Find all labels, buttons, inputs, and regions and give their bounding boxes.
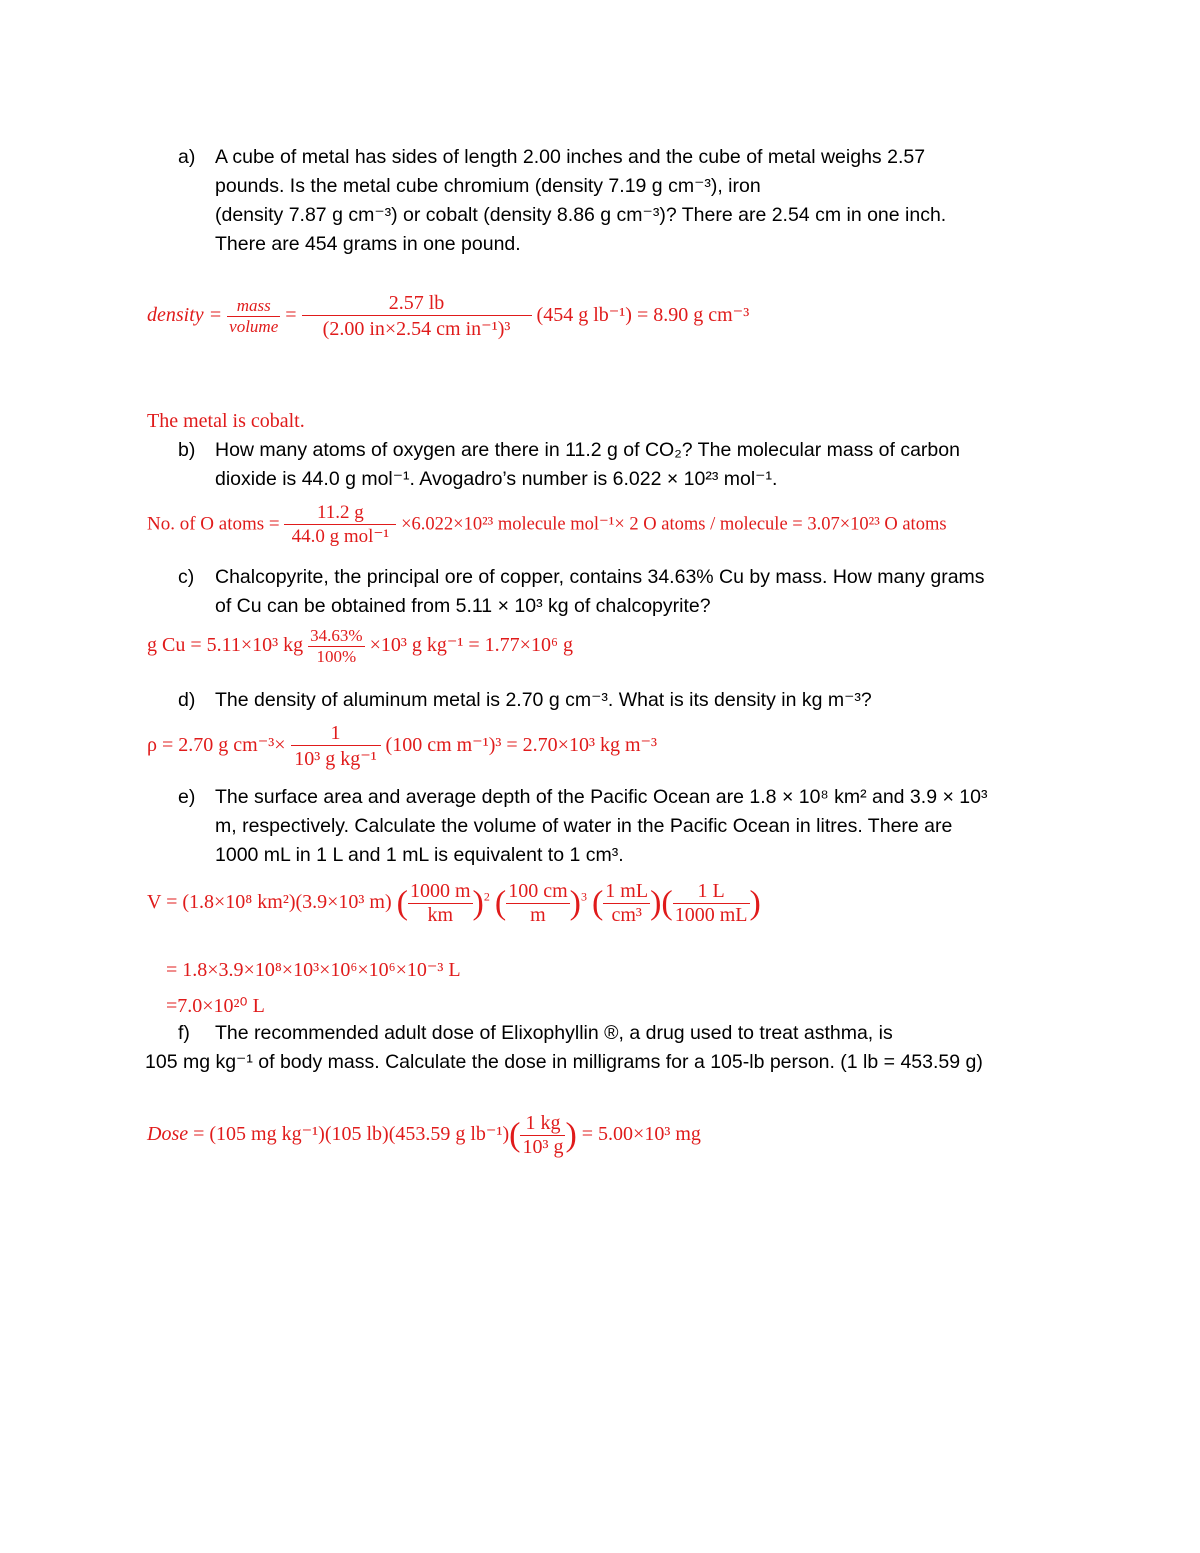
equation-rhs: ×10³ g kg⁻¹ = 1.77×10⁶ g <box>369 634 573 657</box>
fraction-numerator: mass <box>227 296 280 317</box>
question-label: d) <box>178 689 196 711</box>
paren: ) <box>569 884 581 922</box>
question-line: There are 454 grams in one pound. <box>215 233 521 255</box>
equation-dose <box>147 1112 701 1159</box>
question-label: c) <box>178 566 195 588</box>
question-line: dioxide is 44.0 g mol⁻¹. Avogadro’s number is 6.022 × 10²³ mol⁻¹. <box>215 468 778 490</box>
question-line: m, respectively. Calculate the volume of water in the Pacific Ocean in litres. There are <box>215 815 953 837</box>
equation-density <box>147 292 749 341</box>
question-c <box>178 563 1128 623</box>
fraction-numerator: 1 L <box>673 880 750 904</box>
fraction-denominator: volume <box>229 317 279 336</box>
fraction <box>603 880 650 927</box>
question-line: 1000 mL in 1 L and 1 mL is equivalent to 1 cm³. <box>215 844 624 866</box>
paren: ) <box>472 884 484 922</box>
equation-aluminum-density <box>147 722 657 771</box>
question-line: (density 7.87 g cm⁻³) or cobalt (density 8.86 g cm⁻³)? There are 2.54 cm in one inch. <box>215 204 947 226</box>
equation-lhs: No. of O atoms = <box>147 513 280 535</box>
fraction <box>308 626 364 667</box>
fraction-denominator: cm³ <box>611 904 642 926</box>
exponent: 2 <box>483 889 490 904</box>
equals-sign: = <box>285 304 297 327</box>
question-line: The recommended adult dose of Elixophyllin ®, a drug used to treat asthma, is <box>215 1022 893 1044</box>
fraction-numerator: 1 kg <box>520 1112 565 1136</box>
question-label: f) <box>178 1022 190 1044</box>
question-f <box>145 1019 1145 1079</box>
fraction <box>673 880 750 927</box>
question-line: How many atoms of oxygen are there in 11.2 g of CO₂? The molecular mass of carbon <box>215 439 960 461</box>
equation-lhs: ρ = 2.70 g cm⁻³× <box>147 734 286 757</box>
paren: ( <box>591 884 604 922</box>
fraction <box>506 880 569 927</box>
question-line: of Cu can be obtained from 5.11 × 10³ kg of chalcopyrite? <box>215 595 711 617</box>
question-line: 105 mg kg⁻¹ of body mass. Calculate the dose in milligrams for a 105-lb person. (1 lb = 453.59 g) <box>145 1051 983 1073</box>
equation-copper <box>147 626 573 667</box>
fraction-denominator: 10³ g <box>522 1136 564 1158</box>
equation-lhs: Dose <box>147 1123 189 1146</box>
fraction-numerator: 100 cm <box>508 880 568 902</box>
equation-lhs: V = (1.8×10⁸ km²)(3.9×10³ m) <box>147 891 392 914</box>
fraction-denominator: 44.0 g mol⁻¹ <box>291 526 390 547</box>
equation-rhs: (454 g lb⁻¹) = 8.90 g cm⁻³ <box>536 304 750 327</box>
fraction-numerator: 11.2 g <box>284 502 396 525</box>
fraction <box>520 1112 565 1159</box>
equation-lhs: density = <box>147 304 223 327</box>
equation-rhs: ×6.022×10²³ molecule mol⁻¹× 2 O atoms / molecule = 3.07×10²³ O atoms <box>401 514 947 535</box>
fraction-numerator: 1000 m <box>409 880 471 902</box>
fraction-numerator: 1 mL <box>605 880 649 902</box>
paren: ( <box>494 884 507 922</box>
equation-lhs: g Cu = 5.11×10³ kg <box>147 634 304 657</box>
question-b <box>178 436 1128 496</box>
fraction-denominator: 10³ g kg⁻¹ <box>294 748 377 770</box>
equation-middle: = (105 mg kg⁻¹)(105 lb)(453.59 g lb⁻¹) <box>193 1123 510 1146</box>
question-d <box>178 686 1128 716</box>
equation-ocean-volume <box>147 880 761 927</box>
equation-line: = 1.8×3.9×10⁸×10³×10⁶×10⁶×10⁻³ L <box>166 959 461 981</box>
exponent: 3 <box>580 889 587 904</box>
equation-rhs: = 5.00×10³ mg <box>581 1123 701 1146</box>
equation-oxygen-atoms <box>147 502 947 548</box>
question-a <box>178 143 1078 263</box>
fraction-numerator: 2.57 lb <box>302 292 532 316</box>
paren: ) <box>565 1116 577 1154</box>
paren: ( <box>661 884 673 922</box>
question-line: The density of aluminum metal is 2.70 g cm⁻³. What is its density in kg m⁻³? <box>215 689 872 711</box>
fraction <box>227 296 280 337</box>
question-e <box>178 783 1128 873</box>
fraction <box>408 880 473 927</box>
question-line: Chalcopyrite, the principal ore of copper, contains 34.63% Cu by mass. How many grams <box>215 566 985 588</box>
fraction <box>291 722 381 771</box>
fraction-denominator: m <box>530 904 546 926</box>
fraction-denominator: 100% <box>316 647 357 666</box>
paren: ) <box>749 884 761 922</box>
question-label: b) <box>178 439 196 461</box>
question-line: The surface area and average depth of the Pacific Ocean are 1.8 × 10⁸ km² and 3.9 × 10³ <box>215 786 988 808</box>
paren: ( <box>396 884 408 922</box>
fraction <box>302 292 532 341</box>
paren: ) <box>650 884 662 922</box>
fraction-numerator: 34.63% <box>310 626 363 645</box>
paren: ( <box>509 1116 521 1154</box>
equation-rhs: (100 cm m⁻¹)³ = 2.70×10³ kg m⁻³ <box>385 734 658 757</box>
fraction-denominator: (2.00 in×2.54 cm in⁻¹)³ <box>322 318 511 340</box>
fraction-denominator: 1000 mL <box>674 904 748 926</box>
question-line: A cube of metal has sides of length 2.00 inches and the cube of metal weighs 2.57 <box>215 146 926 168</box>
question-line: pounds. Is the metal cube chromium (density 7.19 g cm⁻³), iron <box>215 175 761 197</box>
question-label: a) <box>178 146 196 168</box>
fraction-denominator: km <box>427 904 454 926</box>
equation-line: =7.0×10²⁰ L <box>166 995 265 1017</box>
fraction-numerator: 1 <box>291 722 381 746</box>
question-label: e) <box>178 786 196 808</box>
answer-text: The metal is cobalt. <box>147 410 305 432</box>
fraction <box>284 502 396 548</box>
